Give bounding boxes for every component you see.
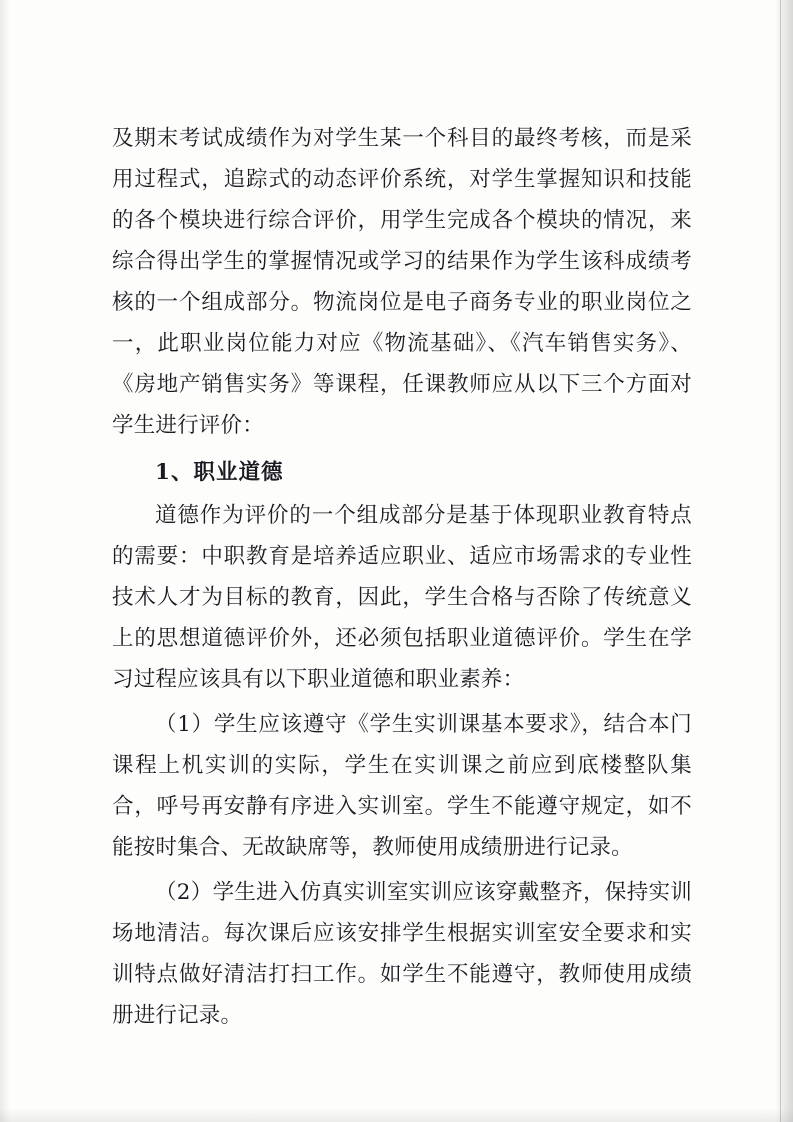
page-edge-line: [780, 0, 781, 1122]
document-text-body: [112, 118, 692, 1036]
paragraph-2: 道德作为评价的一个组成部分是基于体现职业教育特点的需要：中职教育是培养适应职业、适应市场需求的专业性技术人才为目标的教育，因此，学生合格与否除了传统意义上的思想道德评价外，还必须包括职业道德评价。学生在学习过程应该具有以下职业道德和职业素养：: [112, 503, 692, 692]
section-heading-professional-ethics: 1、职业道德: [155, 460, 284, 485]
page-bottom-shadow: [0, 1108, 793, 1122]
paragraph-3: （1）学生应该遵守《学生实训课基本要求》，结合本门课程上机实训的实际，学生在实训课之前应到底楼整队集合，呼号再安静有序进入实训室。学生不能遵守规定，如不能按时集合、无故缺席等，教师使用成绩册进行记录。: [112, 712, 692, 860]
paragraph-4: （2）学生进入仿真实训室实训应该穿戴整齐，保持实训场地清洁。每次课后应该安排学生根据实训室安全要求和实训特点做好清洁打扫工作。如学生不能遵守，教师使用成绩册进行记录。: [112, 880, 692, 1028]
page-edge-shadow: [775, 0, 793, 1122]
paragraph-1: 及期末考试成绩作为对学生某一个科目的最终考核，而是采用过程式，追踪式的动态评价系统，对学生掌握知识和技能的各个模块进行综合评价，用学生完成各个模块的情况，来综合得出学生的掌握情况或学习的结果作为学生该科成绩考核的一个组成部分。物流岗位是电子商务专业的职业岗位之一，此职业岗位能力对应《物流基础》、《汽车销售实务》、《房地产销售实务》等课程，任课教师应从以下三个方面对学生进行评价：: [112, 126, 692, 438]
